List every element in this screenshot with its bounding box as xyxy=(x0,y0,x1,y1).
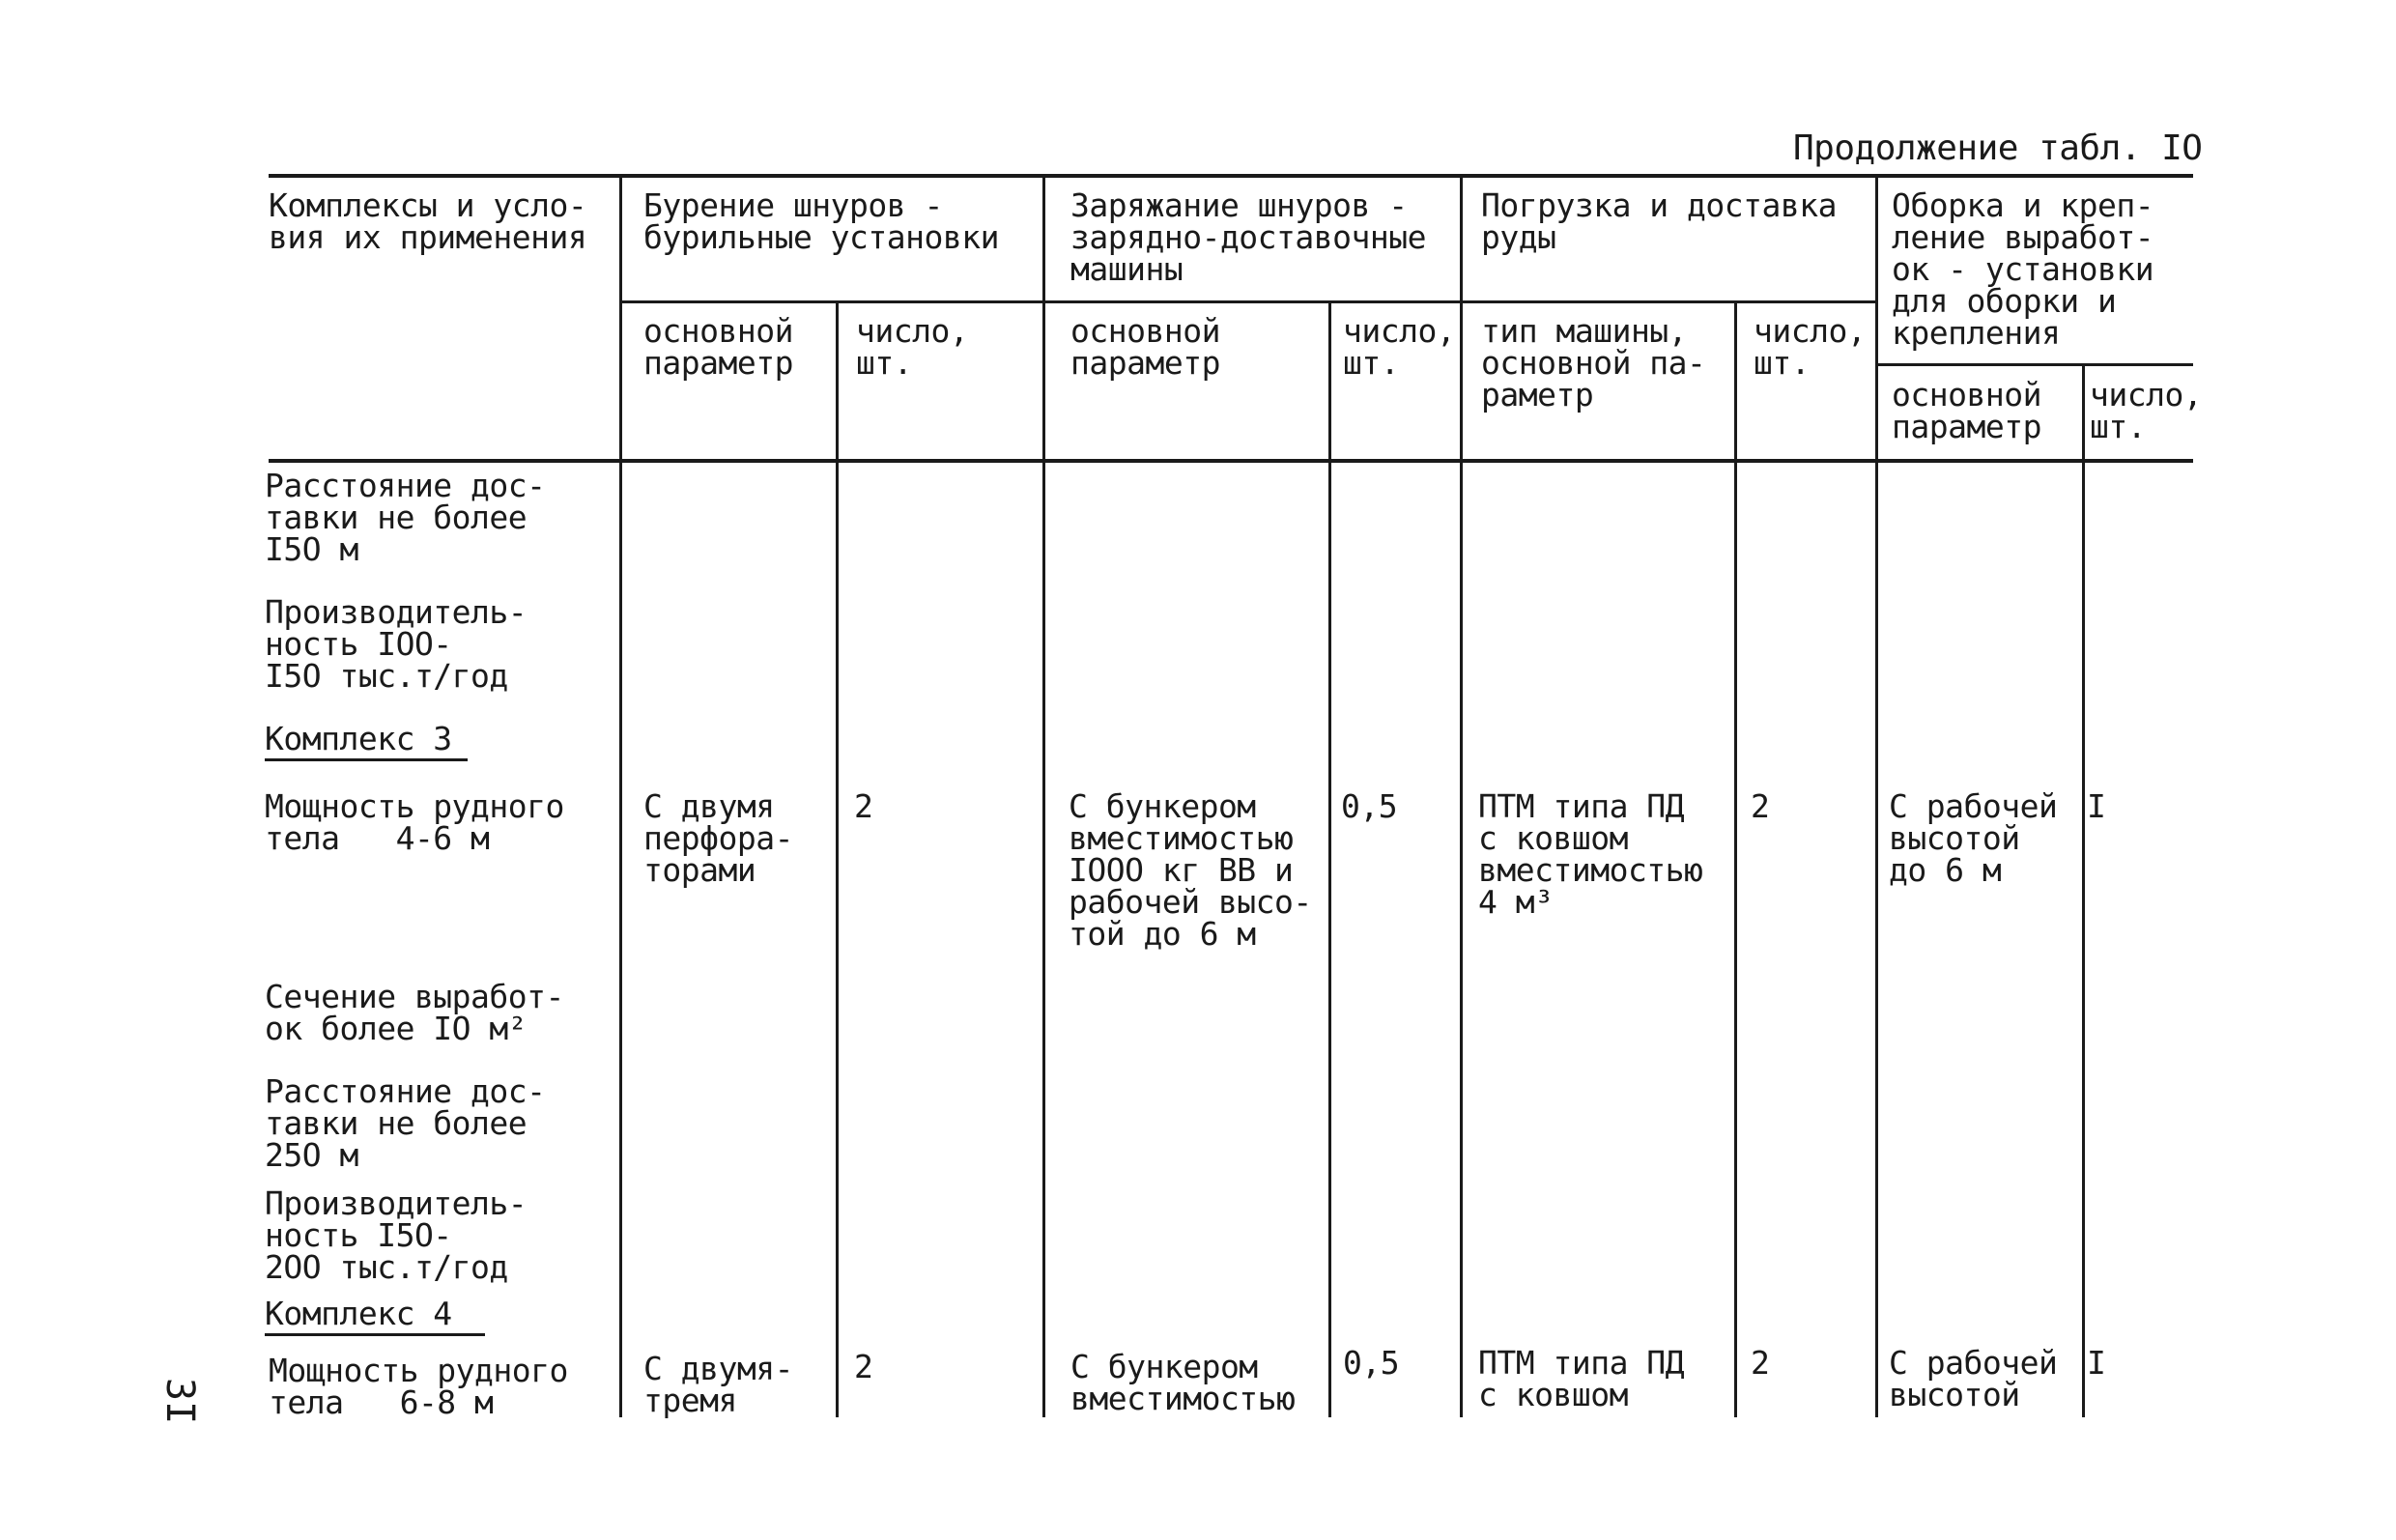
header-conditions: Комплексы и усло- вия их применения xyxy=(269,186,587,256)
complex-4-underline xyxy=(265,1333,485,1336)
condition-thickness-6-8: Мощность рудного тела 6-8 м xyxy=(269,1352,568,1421)
c3-bolt-count: I xyxy=(2087,787,2106,825)
header-drilling: Бурение шнуров - бурильные установки xyxy=(643,186,999,256)
condition-thickness-4-6: Мощность рудного тела 4-6 м xyxy=(265,787,564,857)
table-caption: Продолжение табл. IO xyxy=(1793,128,2203,168)
condition-haul-distance-150: Расстояние дос- тавки не более I5О м xyxy=(265,467,546,568)
condition-haul-distance-250: Расстояние дос- тавки не более 25О м xyxy=(265,1072,546,1174)
col-divider-2 xyxy=(836,300,839,1417)
subheader-charge-param: основной параметр xyxy=(1070,312,1220,382)
header-charging: Заряжание шнуров - зарядно-доставочные машины xyxy=(1070,186,1426,288)
col-divider-8 xyxy=(2082,363,2085,1417)
subheader-load-machine: тип машины, основной па- раметр xyxy=(1481,312,1706,414)
c3-charge-param: С бункером вместимостью IOOO кг ВВ и рабочей высо- той до 6 м xyxy=(1069,787,1312,953)
c4-charge-count: 0,5 xyxy=(1343,1344,1400,1382)
c3-load-count: 2 xyxy=(1751,787,1770,825)
c4-load-count: 2 xyxy=(1751,1344,1770,1382)
c3-load-machine: ПТМ типа ПД с ковшом вместимостью 4 м³ xyxy=(1478,787,1703,921)
c3-bolt-param: С рабочей высотой до 6 м xyxy=(1889,787,2058,889)
subheader-drill-count: число, шт. xyxy=(856,312,969,382)
header-sub-rule-a xyxy=(621,300,1877,303)
c3-charge-count: 0,5 xyxy=(1341,787,1398,825)
col-divider-7 xyxy=(1875,174,1878,1417)
header-bottom-rule xyxy=(269,459,2193,463)
subheader-bolt-count: число, шт. xyxy=(2090,376,2203,445)
col-divider-3 xyxy=(1042,174,1045,1417)
c4-charge-param: С бункером вместимостью xyxy=(1070,1348,1296,1417)
col-divider-6 xyxy=(1734,300,1737,1417)
condition-output-100-150: Производитель- ность IOO- I5O тыс.т/год xyxy=(265,593,528,695)
c4-load-machine: ПТМ типа ПД с ковшом xyxy=(1478,1344,1685,1413)
subheader-load-count: число, шт. xyxy=(1754,312,1867,382)
table-top-rule xyxy=(269,174,2193,178)
condition-output-150-200: Производитель- ность I5O- 2OO тыс.т/год xyxy=(265,1184,528,1286)
col-divider-5 xyxy=(1460,174,1463,1417)
complex-3-underline xyxy=(265,758,468,761)
c3-drill-count: 2 xyxy=(854,787,873,825)
subheader-drill-param: основной параметр xyxy=(643,312,793,382)
header-loading: Погрузка и доставка руды xyxy=(1481,186,1837,256)
c4-bolt-param: С рабочей высотой xyxy=(1889,1344,2058,1413)
c3-drill-param: С двумя перфора- торами xyxy=(643,787,793,889)
col-divider-1 xyxy=(619,174,622,1417)
c4-bolt-count: I xyxy=(2087,1344,2106,1382)
page-number: 3I xyxy=(157,1378,202,1425)
subheader-charge-count: число, шт. xyxy=(1343,312,1456,382)
header-bolting: Оборка и креп- ление выработ- ок - установки для оборки и крепления xyxy=(1892,186,2154,352)
complex-3-title: Комплекс 3 xyxy=(265,720,452,757)
c4-drill-param: С двумя- тремя xyxy=(643,1350,793,1419)
complex-4-title: Комплекс 4 xyxy=(265,1295,452,1332)
c4-drill-count: 2 xyxy=(854,1348,873,1385)
header-sub-rule-b xyxy=(1877,363,2193,366)
subheader-bolt-param: основной параметр xyxy=(1892,376,2041,445)
col-divider-4 xyxy=(1328,300,1331,1417)
condition-section-10: Сечение выработ- ок более IO м² xyxy=(265,978,564,1047)
